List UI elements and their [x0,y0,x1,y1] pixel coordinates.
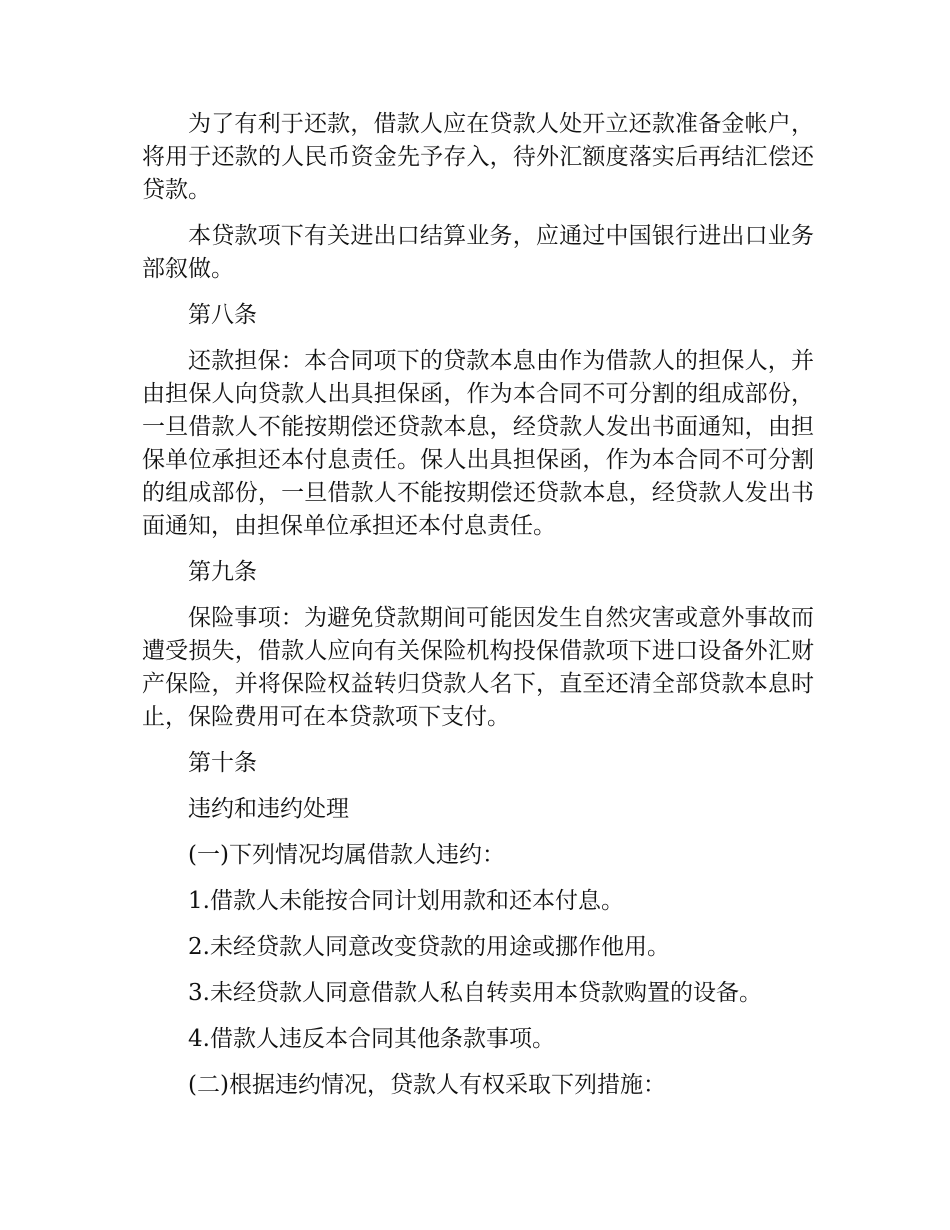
default-item-2: 2.未经贷款人同意改变贷款的用途或挪作他用。 [188,934,670,960]
article-9-heading: 第九条 [188,559,257,585]
paragraph-settlement-business: 本贷款项下有关进出口结算业务，应通过中国银行进出口业务部叙做。 [142,223,814,282]
default-cases-intro: (一)下列情况均属借款人违约： [188,842,505,868]
document-page [142,108,814,1115]
default-item-4: 4.借款人违反本合同其他条款事项。 [188,1026,555,1052]
paragraph-repayment-guarantee: 还款担保：本合同项下的贷款本息由作为借款人的担保人，并由担保人向贷款人出具担保函，作为本合同不可分割的组成部份，一旦借款人不能按期偿还贷款本息，经贷款人发出书面通知，由担保单位承担还本付息责任。保人出具担保函，作为本合同不可分割的组成部份，一旦借款人不能按期偿还贷款本息，经贷款人发出书面通知，由担保单位承担还本付息责任。 [142,348,814,539]
lender-measures-intro: (二)根据违约情况，贷款人有权采取下列措施： [188,1072,666,1098]
section-default-title: 违约和违约处理 [188,796,349,822]
default-item-3: 3.未经贷款人同意借款人私自转卖用本贷款购置的设备。 [188,980,762,1006]
paragraph-insurance: 保险事项：为避免贷款期间可能因发生自然灾害或意外事故而遭受损失，借款人应向有关保险机构投保借款项下进口设备外汇财产保险，并将保险权益转归贷款人名下，直至还清全部贷款本息时止，保险费用可在本贷款项下支付。 [142,605,814,730]
article-8-heading: 第八条 [188,302,257,328]
paragraph-repayment-reserve: 为了有利于还款，借款人应在贷款人处开立还款准备金帐户，将用于还款的人民币资金先予存入，待外汇额度落实后再结汇偿还贷款。 [142,111,814,203]
article-10-heading: 第十条 [188,750,257,776]
default-item-1: 1.借款人未能按合同计划用款和还本付息。 [188,888,624,914]
